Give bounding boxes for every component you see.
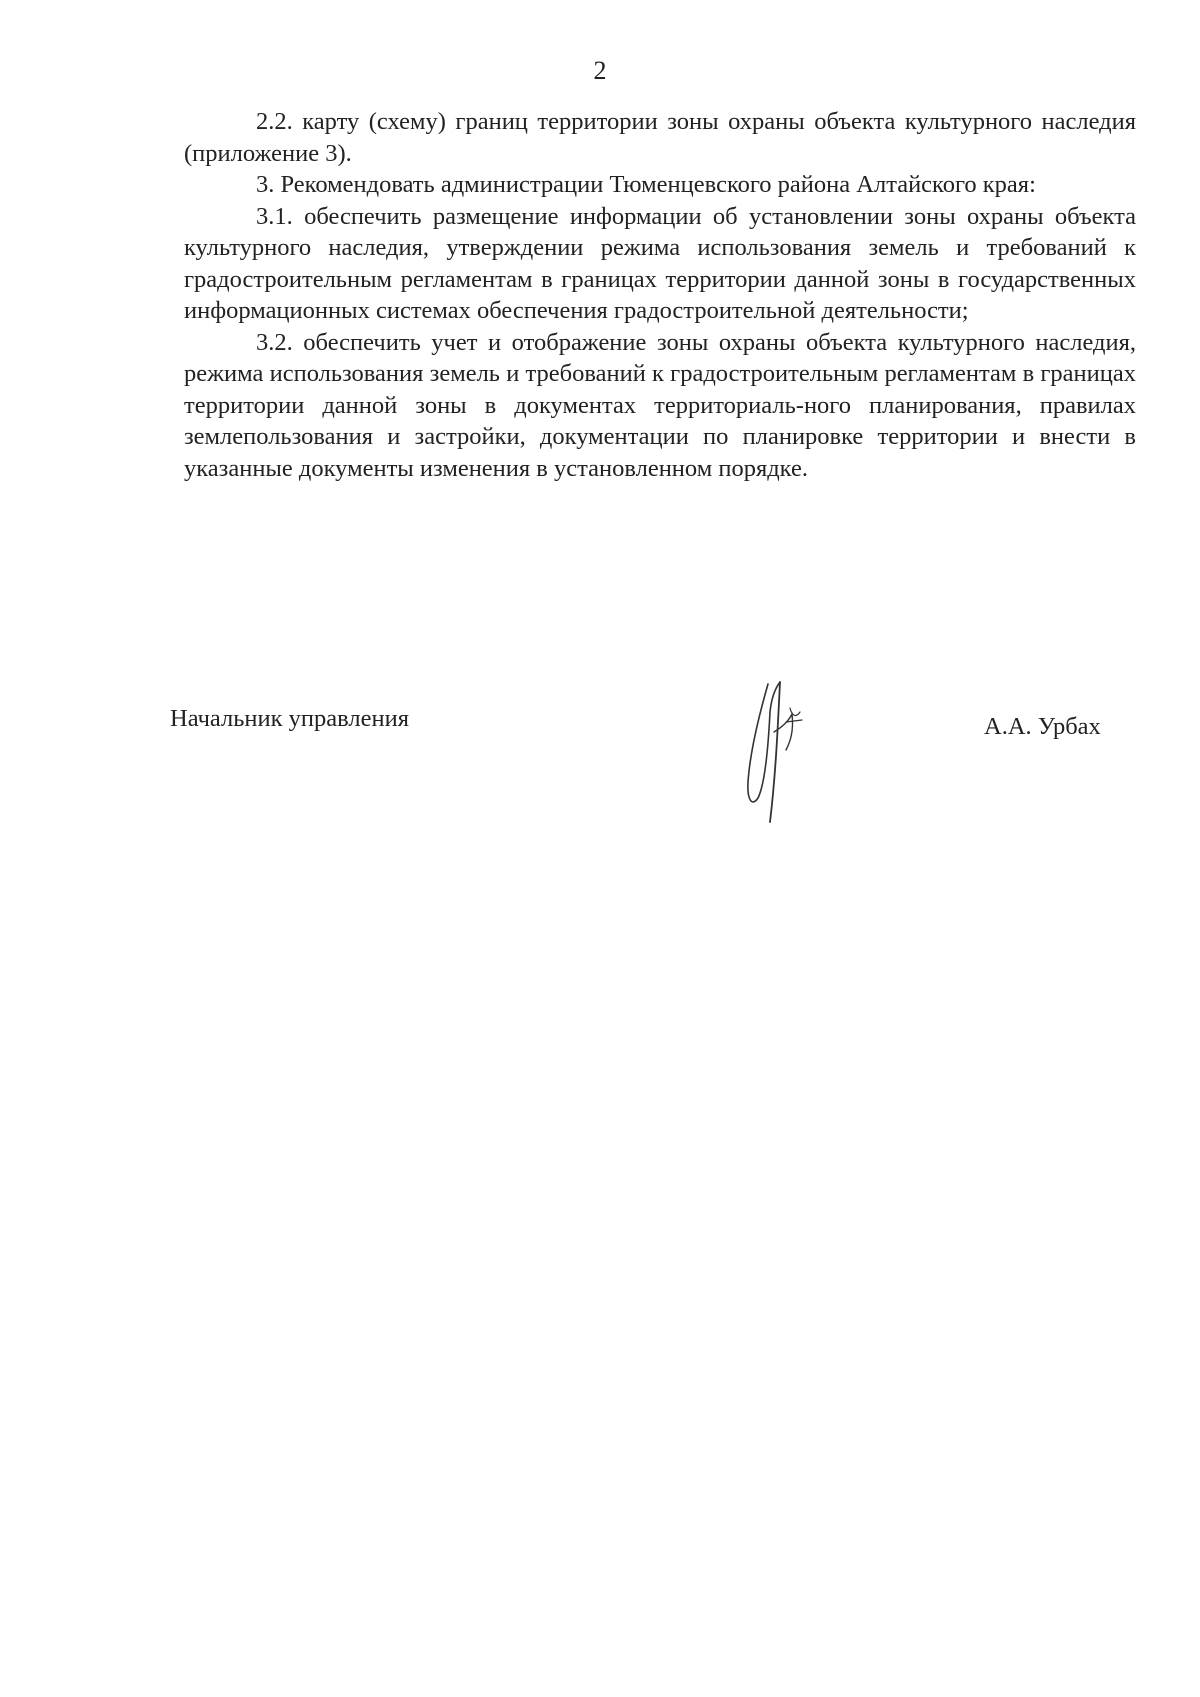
document-body	[184, 106, 1136, 484]
paragraph-3-1: 3.1. обеспечить размещение информации об установлении зоны охраны объекта культурного наследия, утверждении режима использования земель и требований к градостроительным регламентам в границах территории данной зоны в государственных информационных системах обеспечения градостроительной деятельности;	[184, 202, 1136, 324]
paragraph-3: 3. Рекомендовать администрации Тюменцевского района Алтайского края:	[256, 171, 1036, 198]
paragraph-3-2: 3.2. обеспечить учет и отображение зоны охраны объекта культурного наследия, режима использования земель и требований к градостроительным регламентам в границах территории данной зоны в документах территориаль-ного планирования, правилах землепользования и застройки, документации по планировке территории и внести в указанные документы изменения в установленном порядке.	[184, 328, 1136, 482]
page-number: 2	[593, 56, 607, 85]
paragraph-2-2: 2.2. карту (схему) границ территории зоны охраны объекта культурного наследия (приложение 3).	[184, 108, 1136, 167]
signature-position: Начальник управления	[170, 705, 409, 732]
signature-name: А.А. Урбах	[984, 713, 1101, 740]
handwritten-signature	[730, 672, 830, 832]
